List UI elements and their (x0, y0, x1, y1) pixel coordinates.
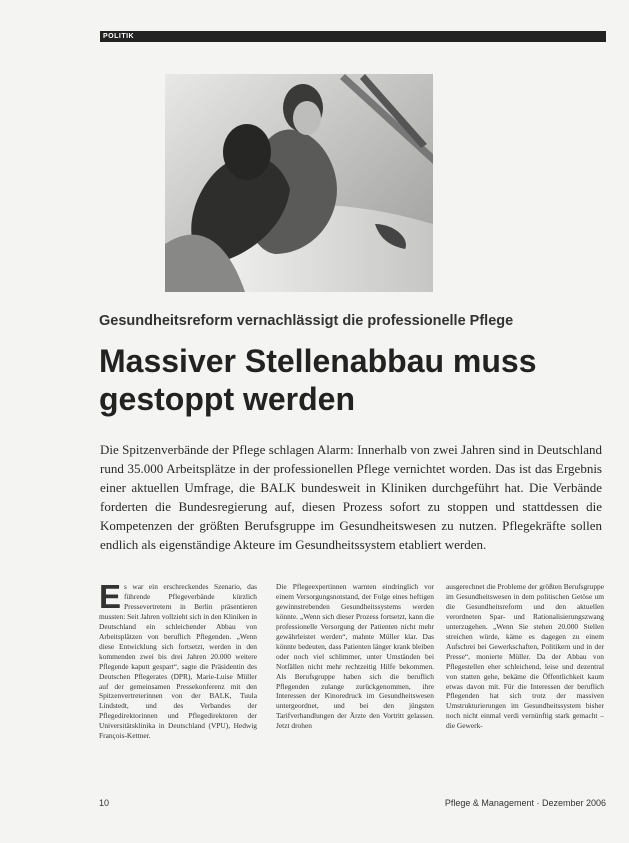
body-text: ausgerechnet die Probleme der größten Berufsgruppe im Gesundheitswesen in dem politischen Getöse um die Gesundheitsreform und den aktuellen verordneten Spar- und Rationalisierungszwang unterzugehen. „Wenn Sie stehen 20.000 Stellen streichen würde, käme es dagegen zu einem Aufschrei bei Gewerkschaften, Politikern und in der Presse“, monierte Müller. Da der Abbau von Pflegestellen eher schleichend, leise und dezentral von statten gehe, bekäme die Öffentlichkeit kaum etwas davon mit. Für die Interessen der beruflich Pflegenden hat sich trotz der massiven Umstrukturierungen im Gesundheitssystem bisher noch nicht einmal verdi vernünftig stark gemacht – die Gewerk- (446, 582, 604, 731)
lead-paragraph: Die Spitzenverbände der Pflege schlagen Alarm: Innerhalb von zwei Jahren sind in Deutschland rund 35.000 Arbeitsplätze in der professionellen Pflege vernichtet worden. Das ist das Ergebnis einer aktuellen Umfrage, die BALK bundesweit in Kliniken durchgeführt hat. Die Verbände forderten die Bundesregierung auf, diesen Prozess sofort zu stoppen und stattdessen die Kompetenzen der größten Berufsgruppe im Gesundheitswesen zu nutzen. Pflegekräfte sollen endlich als eigenständige Akteure im Gesundheitssystem etabliert werden. (100, 442, 602, 553)
article-photo (165, 74, 433, 292)
headline: Massiver Stellenabbau muss gestoppt werden (99, 343, 537, 417)
dropcap: E (99, 578, 122, 615)
body-text: Die Pflegeexpertinnen warnten eindringlich vor einem Versorgungsnotstand, der Folge eines heftigen gewinnstrebenden Gesundheitssystems werden könnte. „Wenn sich dieser Prozess fortsetzt, kann die professionelle Versorgung der Patienten nicht mehr gewährleistet werden“, mahnte Müller klar. Das könnte bedeuten, dass Patienten länger krank bleiben oder noch viel schlimmer, unter Umständen bei Notfällen nicht mehr rechtzeitig Hilfe bekommen. Als Berufsgruppe haben sich die beruflich Pflegenden zulange zurückgenommen, ihre Interessen der Kinoredruck im Gesundheitswesen untergeordnet, und bei den jüngsten Tarifverhandlungen der Ärzte den Vortritt gelassen. Jetzt drohen (276, 582, 434, 731)
section-label: POLITIK (103, 33, 135, 40)
body-text: s war ein erschreckendes Szenario, das führende Pflegeverbände kürzlich Pressevertretern in Berlin präsentieren mussten: Seit Jahren vollzieht sich in den Kliniken in Deutschland ein schleichender Abbau von Arbeitsplätzen von beruflich Pflegenden. „Wenn diese Entwicklung sich fortsetzt, werden in den kommenden zwei bis drei Jahren 20.000 weitere Pflegende kaputt gespart“, sagte die Präsidentin des Deutschen Pflegerates (DPR), Marie-Luise Müller auf der gemeinsamen Pressekonferenz mit den Spitzenvertreterinnen von der BALK, Tuula Lindstedt, und des Verbandes der Pflegedirektorinnen und Pflegedirektoren der Universitätsklinika in Deutschland (VPU), Hedwig François-Kettner. (99, 582, 257, 741)
publication-footer: Pflege & Management · Dezember 2006 (444, 798, 606, 808)
body-column-2 (276, 582, 434, 731)
body-column-3 (446, 582, 604, 731)
subheadline: Gesundheitsreform vernachlässigt die professionelle Pflege (99, 313, 514, 329)
section-bar (100, 31, 606, 42)
body-column-1 (99, 578, 257, 741)
page-number: 10 (99, 798, 110, 808)
